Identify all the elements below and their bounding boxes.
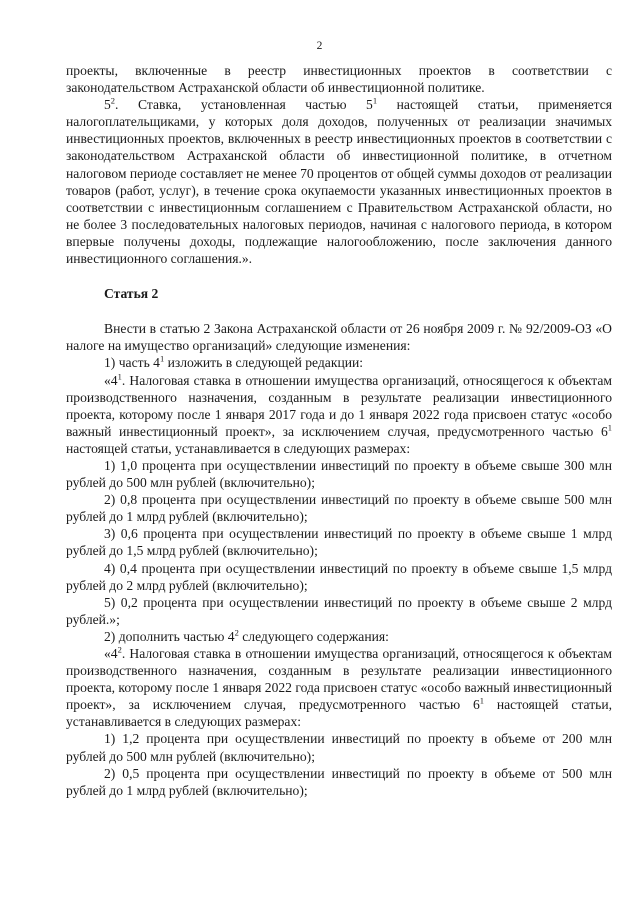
rate-item: 4) 0,4 процента при осуществлении инвестиций по проекту в объеме свыше 1,5 млрд рублей до 2 млрд рублей (включительно);	[66, 560, 612, 593]
rate-item: 5) 0,2 процента при осуществлении инвестиций по проекту в объеме свыше 2 млрд рублей.»;	[66, 594, 612, 627]
article-intro: Внести в статью 2 Закона Астраханской области от 26 ноября 2009 г. № 92/2009-ОЗ «О налоге на имущество организаций» следующие изменения:	[66, 321, 612, 354]
paragraph-4-2: «$4^2$. Налоговая ставка в отношении имущества организаций, относящегося к объектам производственного назначения, созданным в результате реализации инвестиционного проекта, которому после 1 января 2022 года присвоен статус «особо важный инвестиционный проект», за исключением случая, предусмотренного частью $6^1$ настоящей статьи, устанавливается в следующих размерах:	[66, 644, 613, 730]
rate-item: 1) 1,2 процента при осуществлении инвестиций по проекту в объеме от 200 млн рублей до 500 млн рублей (включительно);	[66, 731, 612, 764]
paragraph-continuation: проекты, включенные в реестр инвестиционных проектов в соответствии с законодательством Астраханской области об инвестиционной политике.	[66, 63, 612, 96]
rate-item: 2) 0,8 процента при осуществлении инвестиций по проекту в объеме свыше 500 млн рублей до 1 млрд рублей (включительно);	[66, 492, 612, 525]
paragraph-4-1: «$4^1$. Налоговая ставка в отношении имущества организаций, относящегося к объектам производственного назначения, созданным в результате реализации инвестиционного проекта, которому после 1 января 2017 года и до 1 января 2022 года присвоен статус «особо важный инвестиционный проект», за исключением случая, предусмотренного частью $6^1$ настоящей статьи, устанавливается в следующих размерах:	[66, 370, 612, 456]
amendment-item-1: 1) часть $4^1$ изложить в следующей редакции:	[104, 353, 364, 371]
rate-item: 2) 0,5 процента при осуществлении инвестиций по проекту в объеме от 500 млн рублей до 1 млрд рублей (включительно);	[66, 765, 612, 798]
amendment-item-2: 2) дополнить частью $4^2$ следующего содержания:	[104, 627, 389, 644]
document-body	[66, 62, 612, 799]
rate-item: 3) 0,6 процента при осуществлении инвестиций по проекту в объеме свыше 1 млрд рублей до 1,5 млрд рублей (включительно);	[66, 526, 612, 559]
article-heading: Статья 2	[104, 286, 159, 302]
rate-item: 1) 1,0 процента при осуществлении инвестиций по проекту в объеме свыше 300 млн рублей до 500 млн рублей (включительно);	[66, 457, 612, 491]
paragraph-5-2: $5^2$. Ставка, установленная частью $5^1$ настоящей статьи, применяется налогоплательщиками, у которых доля доходов, полученных от реализации значимых инвестиционных проектов, включенных в реестр инвестиционных проектов в соответствии с законодательством Астраханской области об инвестиционной политике, в отчетном налоговом периоде составляет не менее 70 процентов от общей суммы доходов от реализации товаров (работ, услуг), в течение срока окупаемости указанных инвестиционных проектов в соответствии с инвестиционным соглашением с Правительством Астраханской области, но не более 3 последовательных налоговых периодов, начиная с налогового периода, в котором впервые получены доходы, подлежащие налогообложению, после заключения данного инвестиционного соглашения.».	[66, 95, 613, 267]
page-number: 2	[316, 40, 323, 52]
